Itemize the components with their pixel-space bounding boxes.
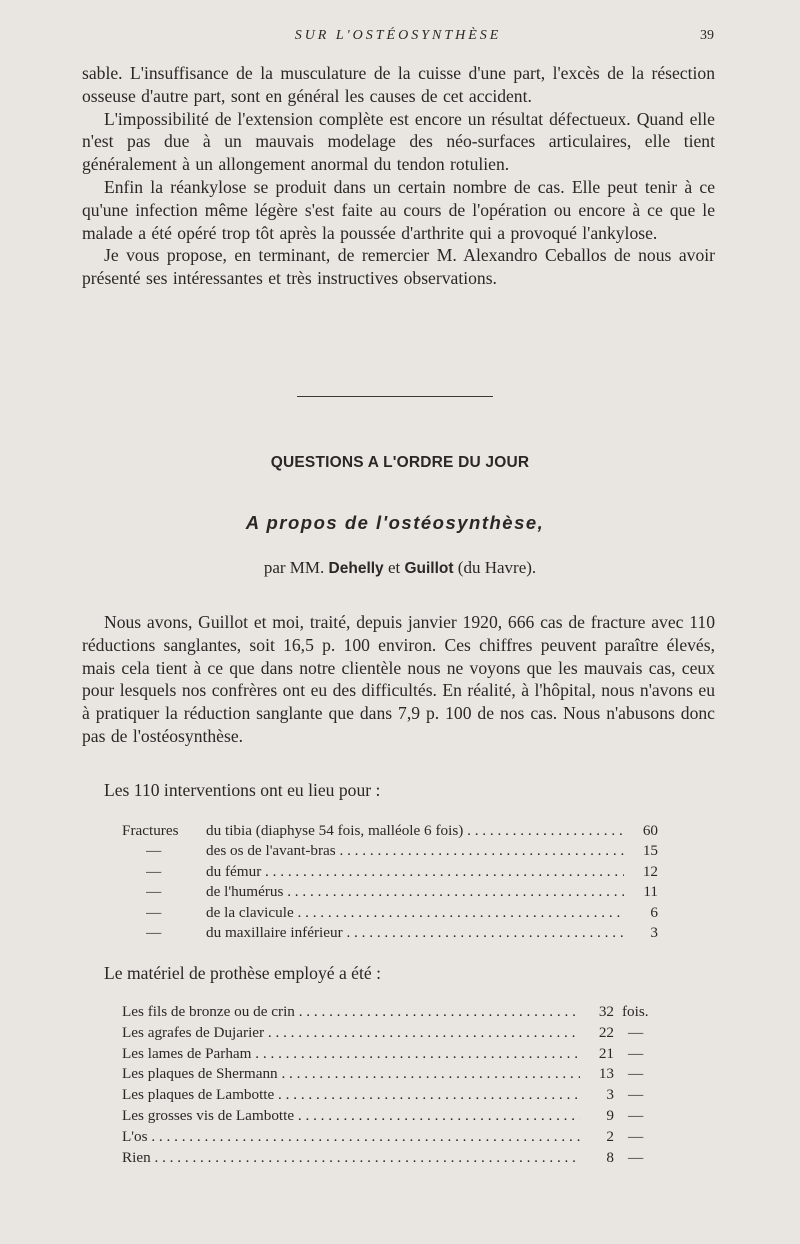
table-row <box>122 1045 662 1065</box>
table-row <box>122 904 658 924</box>
row-label <box>122 1086 580 1104</box>
table-row <box>122 883 658 903</box>
row-label-text: Les agrafes de Dujarier <box>122 1023 265 1041</box>
row-value: 2 <box>606 1127 614 1145</box>
row-label <box>122 1128 580 1146</box>
row-unit: — <box>628 1127 644 1145</box>
row-label-text: Les plaques de Lambotte <box>122 1086 275 1104</box>
table-row <box>122 822 658 842</box>
row-label <box>206 904 624 922</box>
row-prefix: — <box>146 903 162 921</box>
row-label-text: Rien <box>122 1148 151 1166</box>
row-label-text: de l'humérus <box>206 883 284 901</box>
materials-intro: Le matériel de prothèse employé a été : <box>104 963 381 983</box>
table-row <box>122 924 658 944</box>
page-number: 39 <box>700 28 714 43</box>
row-value: 22 <box>598 1023 614 1041</box>
row-unit: — <box>628 1023 644 1041</box>
row-label <box>206 863 624 881</box>
row-value: 11 <box>643 883 658 901</box>
row-label-text: du fémur <box>206 862 262 880</box>
row-unit: — <box>628 1148 644 1166</box>
author-name: Guillot <box>404 560 454 577</box>
paragraph-reankylose: Enfin la réankylose se produit dans un certain nombre de cas. Elle peut tenir à ce qu'une infection même légère s'est faite au cours de l'opération ou encore à ce que le malade a été opéré trop tôt après la poussée d'arthrite qui a provoqué l'ankylose. <box>82 176 715 243</box>
row-label-text: Les lames de Parham <box>122 1044 252 1062</box>
table-row <box>122 1128 662 1148</box>
row-label-text: Les fils de bronze ou de crin <box>122 1003 295 1020</box>
table-row <box>122 1149 662 1169</box>
row-unit: — <box>628 1044 644 1062</box>
row-label <box>122 1107 580 1125</box>
row-value: 9 <box>606 1107 614 1124</box>
row-label-text: de la clavicule <box>206 903 294 921</box>
row-label-text: Les plaques de Shermann <box>122 1065 278 1083</box>
row-label-text: du maxillaire inférieur <box>206 924 343 941</box>
row-label <box>206 883 624 901</box>
row-label <box>122 1024 580 1042</box>
row-unit: — <box>628 1107 644 1124</box>
row-label <box>122 1149 580 1167</box>
row-label <box>206 924 624 942</box>
row-label <box>122 1065 580 1083</box>
table-row <box>122 842 658 862</box>
table-row <box>122 1024 662 1044</box>
section-heading: QUESTIONS A L'ORDRE DU JOUR <box>270 454 530 471</box>
row-value: 13 <box>598 1065 614 1083</box>
running-header <box>82 28 714 50</box>
row-prefix: — <box>146 924 162 941</box>
row-value: 3 <box>650 924 658 941</box>
row-label <box>122 1003 580 1021</box>
interventions-intro: Les 110 interventions ont eu lieu pour : <box>104 780 381 800</box>
row-value: 3 <box>606 1086 614 1104</box>
row-label-text: du tibia (diaphyse 54 fois, malléole 6 fois) <box>206 822 464 839</box>
table-row <box>122 1065 662 1085</box>
row-label-text: des os de l'avant-bras <box>206 842 336 860</box>
author-name: Dehelly <box>328 560 384 577</box>
row-prefix: Fractures <box>122 822 179 839</box>
section-divider <box>297 396 493 397</box>
row-unit: — <box>628 1065 644 1083</box>
row-label <box>206 842 624 860</box>
row-prefix: — <box>146 883 162 901</box>
row-unit: — <box>628 1086 644 1104</box>
body-text-block <box>82 611 715 748</box>
row-value: 60 <box>642 822 658 839</box>
row-value: 15 <box>642 842 658 860</box>
paragraph-extension: L'impossibilité de l'extension complète est encore un résultat défectueux. Quand elle n'est pas due à un mauvais modelage des néo-surfaces articulaires, elle tient généralement à un allongement anormal du tendon rotulien. <box>82 108 715 175</box>
byline <box>0 558 800 578</box>
table-row <box>122 863 658 883</box>
row-value: 8 <box>606 1148 614 1166</box>
byline-affiliation: (du Havre). <box>457 558 537 577</box>
running-title: SUR L'OSTÉOSYNTHÈSE <box>294 28 502 43</box>
byline-conjunction: et <box>387 558 401 577</box>
row-unit: fois. <box>622 1003 649 1020</box>
row-label-text: Les grosses vis de Lambotte <box>122 1107 295 1124</box>
row-prefix: — <box>146 842 162 860</box>
row-value: 21 <box>598 1044 614 1062</box>
table-row <box>122 1003 662 1023</box>
row-label <box>122 1045 580 1063</box>
top-text-block <box>82 62 715 290</box>
row-label <box>206 822 624 840</box>
byline-prefix: par MM. <box>263 558 325 577</box>
paragraph-statistics: Nous avons, Guillot et moi, traité, depuis janvier 1920, 666 cas de fracture avec 110 réductions sanglantes, soit 16,5 p. 100 environ. Ces chiffres peuvent paraître élevés, mais cela tient à ce que dans notre clientèle nous ne voyons que les mauvais cas, ceux pour lesquels nos confrères ont eu des difficultés. En réalité, à l'hôpital, nous n'avons eu à pratiquer la réduction sanglante que dans 7,9 p. 100 de nos cas. Nous n'abusons donc pas de l'ostéosynthèse. <box>82 612 715 746</box>
table-row <box>122 1086 662 1106</box>
row-prefix: — <box>146 862 162 880</box>
row-value: 6 <box>650 903 658 921</box>
row-value: 32 <box>598 1003 614 1020</box>
row-label-text: L'os <box>122 1127 148 1145</box>
paragraph-closing: Je vous propose, en terminant, de remercier M. Alexandro Ceballos de nous avoir présenté ses intéressantes et très instructives observations. <box>82 245 715 289</box>
row-value: 12 <box>642 862 658 880</box>
paragraph-continuation: sable. L'insuffisance de la musculature de la cuisse d'une part, l'excès de la résection osseuse d'autre part, sont en général les causes de cet accident. <box>82 63 715 106</box>
article-title: A propos de l'ostéosynthèse, <box>245 512 545 533</box>
table-row <box>122 1107 662 1127</box>
